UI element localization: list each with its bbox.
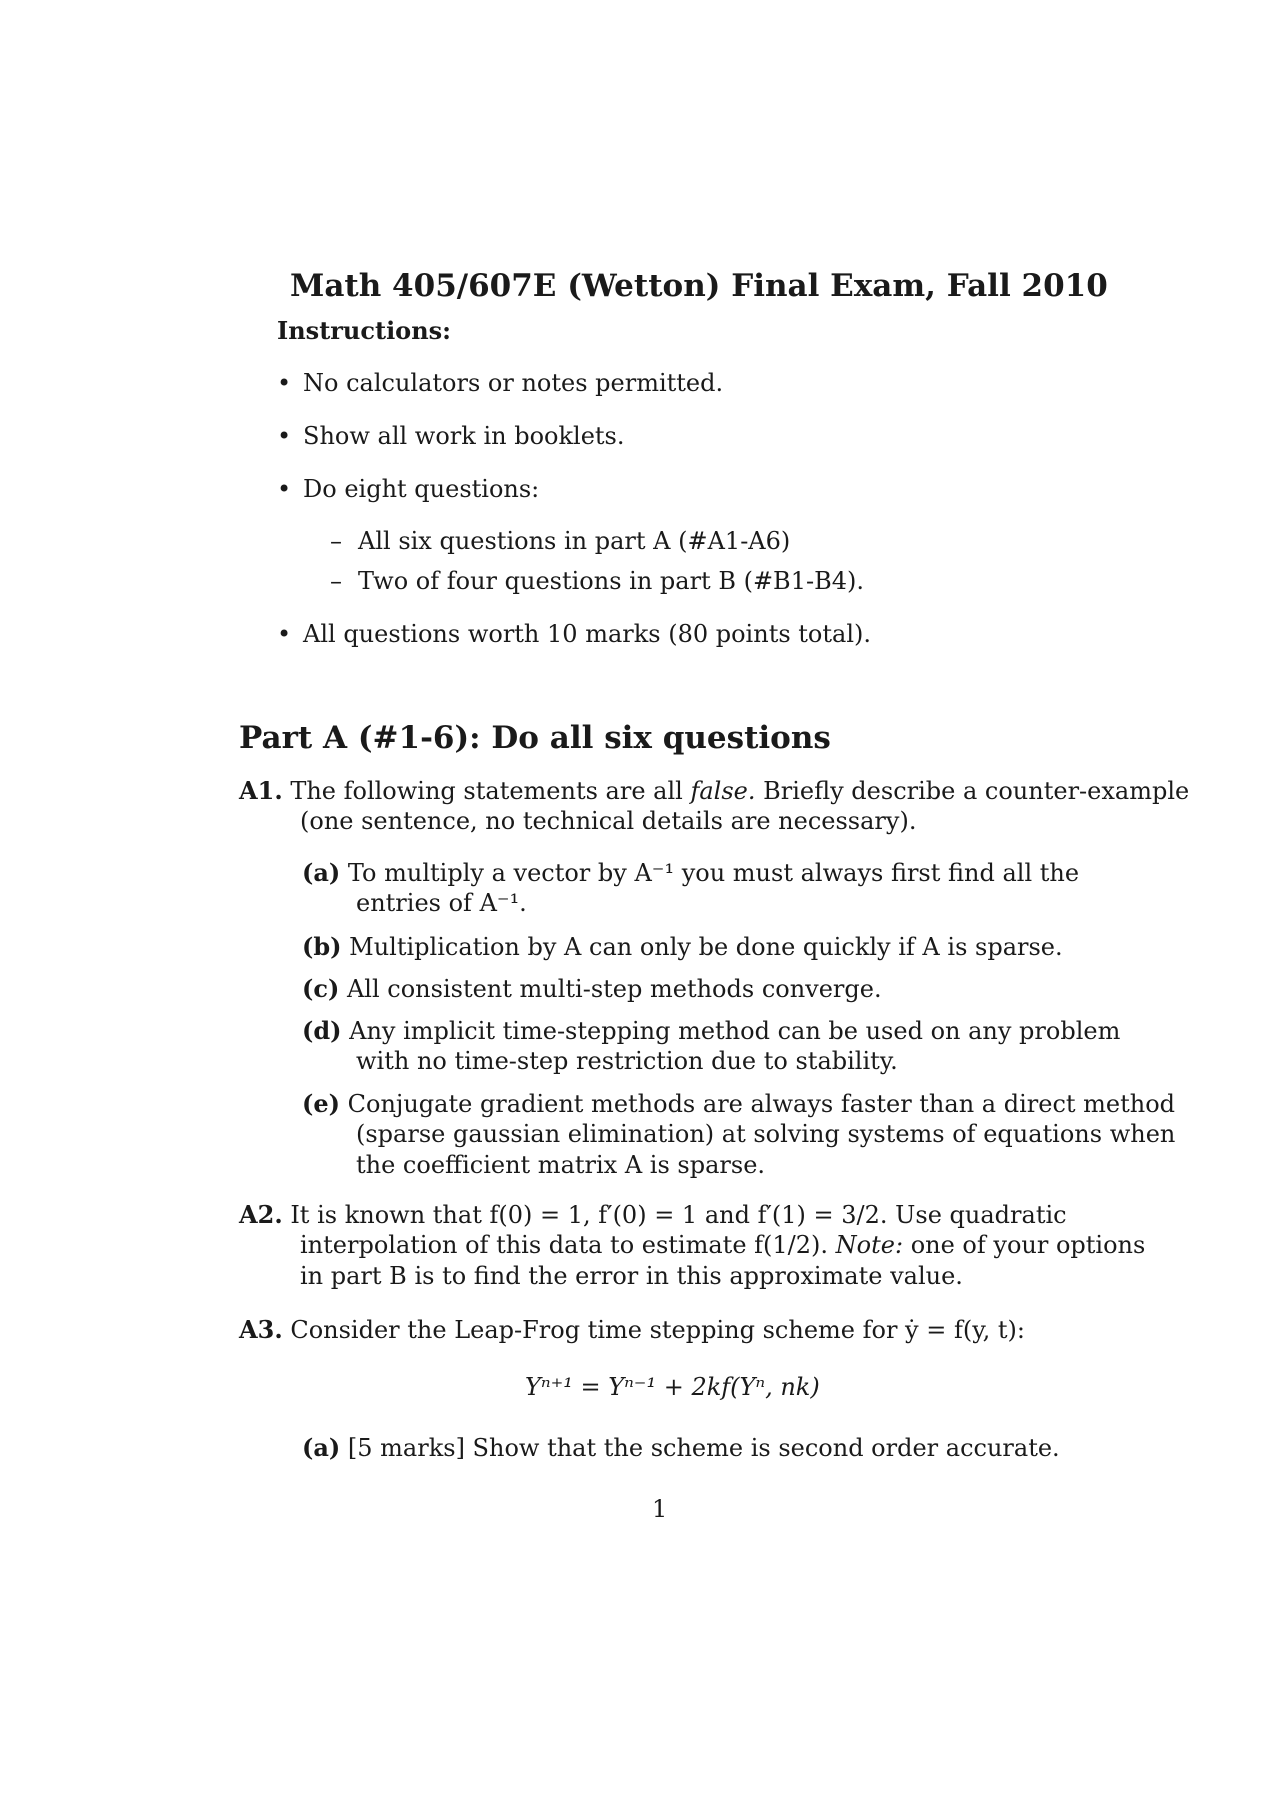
bullet-icon: • — [277, 475, 292, 503]
a1-item-e-line3: the coefficient matrix A is sparse. — [356, 1151, 766, 1179]
instruction-subbullet: – All six questions in part A (#A1-A6) — [330, 527, 791, 555]
a3-item-a: (a) [5 marks] Show that the scheme is second order accurate. — [302, 1433, 1060, 1462]
a1-item-e: (e) Conjugate gradient methods are always faster than a direct method — [302, 1089, 1176, 1118]
page-title: Math 405/607E (Wetton) Final Exam, Fall 2010 — [290, 268, 1108, 304]
question-a2-line3: in part B is to find the error in this approximate value. — [300, 1262, 963, 1290]
a1-item-b: (b) Multiplication by A can only be done quickly if A is sparse. — [302, 932, 1063, 961]
a1-item-c: (c) All consistent multi-step methods converge. — [302, 974, 882, 1003]
a1-item-d-line2: with no time-step restriction due to stability. — [356, 1047, 898, 1075]
dash-icon: – — [330, 527, 342, 555]
page-number: 1 — [652, 1495, 668, 1523]
instruction-bullet: • No calculators or notes permitted. — [277, 369, 724, 397]
question-label: A2. — [239, 1200, 283, 1229]
a1-item-a-line2: entries of A⁻¹. — [356, 889, 527, 917]
bullet-icon: • — [277, 422, 292, 450]
a1-item-e-line2: (sparse gaussian elimination) at solving systems of equations when — [356, 1120, 1176, 1148]
question-a1: A1. The following statements are all false. Briefly describe a counter-example — [239, 776, 1190, 805]
dash-icon: – — [330, 567, 342, 595]
bullet-icon: • — [277, 369, 292, 397]
question-label: A3. — [239, 1315, 283, 1344]
a1-item-a: (a) To multiply a vector by A⁻¹ you must always first find all the — [302, 858, 1080, 887]
question-a2: A2. It is known that f(0) = 1, f′(0) = 1 and f′(1) = 3/2. Use quadratic — [239, 1200, 1067, 1229]
question-a3: A3. Consider the Leap-Frog time stepping scheme for ẏ = f(y, t): — [239, 1315, 1025, 1344]
instruction-bullet: • Do eight questions: — [277, 475, 540, 503]
question-label: A1. — [239, 776, 283, 805]
instructions-heading: Instructions: — [277, 316, 452, 345]
bullet-icon: • — [277, 620, 292, 648]
instruction-bullet: • All questions worth 10 marks (80 points total). — [277, 620, 871, 648]
leap-frog-equation: Yⁿ⁺¹ = Yⁿ⁻¹ + 2kf(Yⁿ, nk) — [525, 1373, 820, 1401]
question-a2-line2: interpolation of this data to estimate f(1/2). Note: one of your options — [300, 1231, 1146, 1259]
instruction-subbullet: – Two of four questions in part B (#B1-B4). — [330, 567, 864, 595]
a1-item-d: (d) Any implicit time-stepping method can be used on any problem — [302, 1016, 1121, 1045]
part-a-title: Part A (#1-6): Do all six questions — [239, 720, 831, 756]
question-a1-line2: (one sentence, no technical details are necessary). — [300, 807, 917, 835]
instruction-bullet: • Show all work in booklets. — [277, 422, 625, 450]
